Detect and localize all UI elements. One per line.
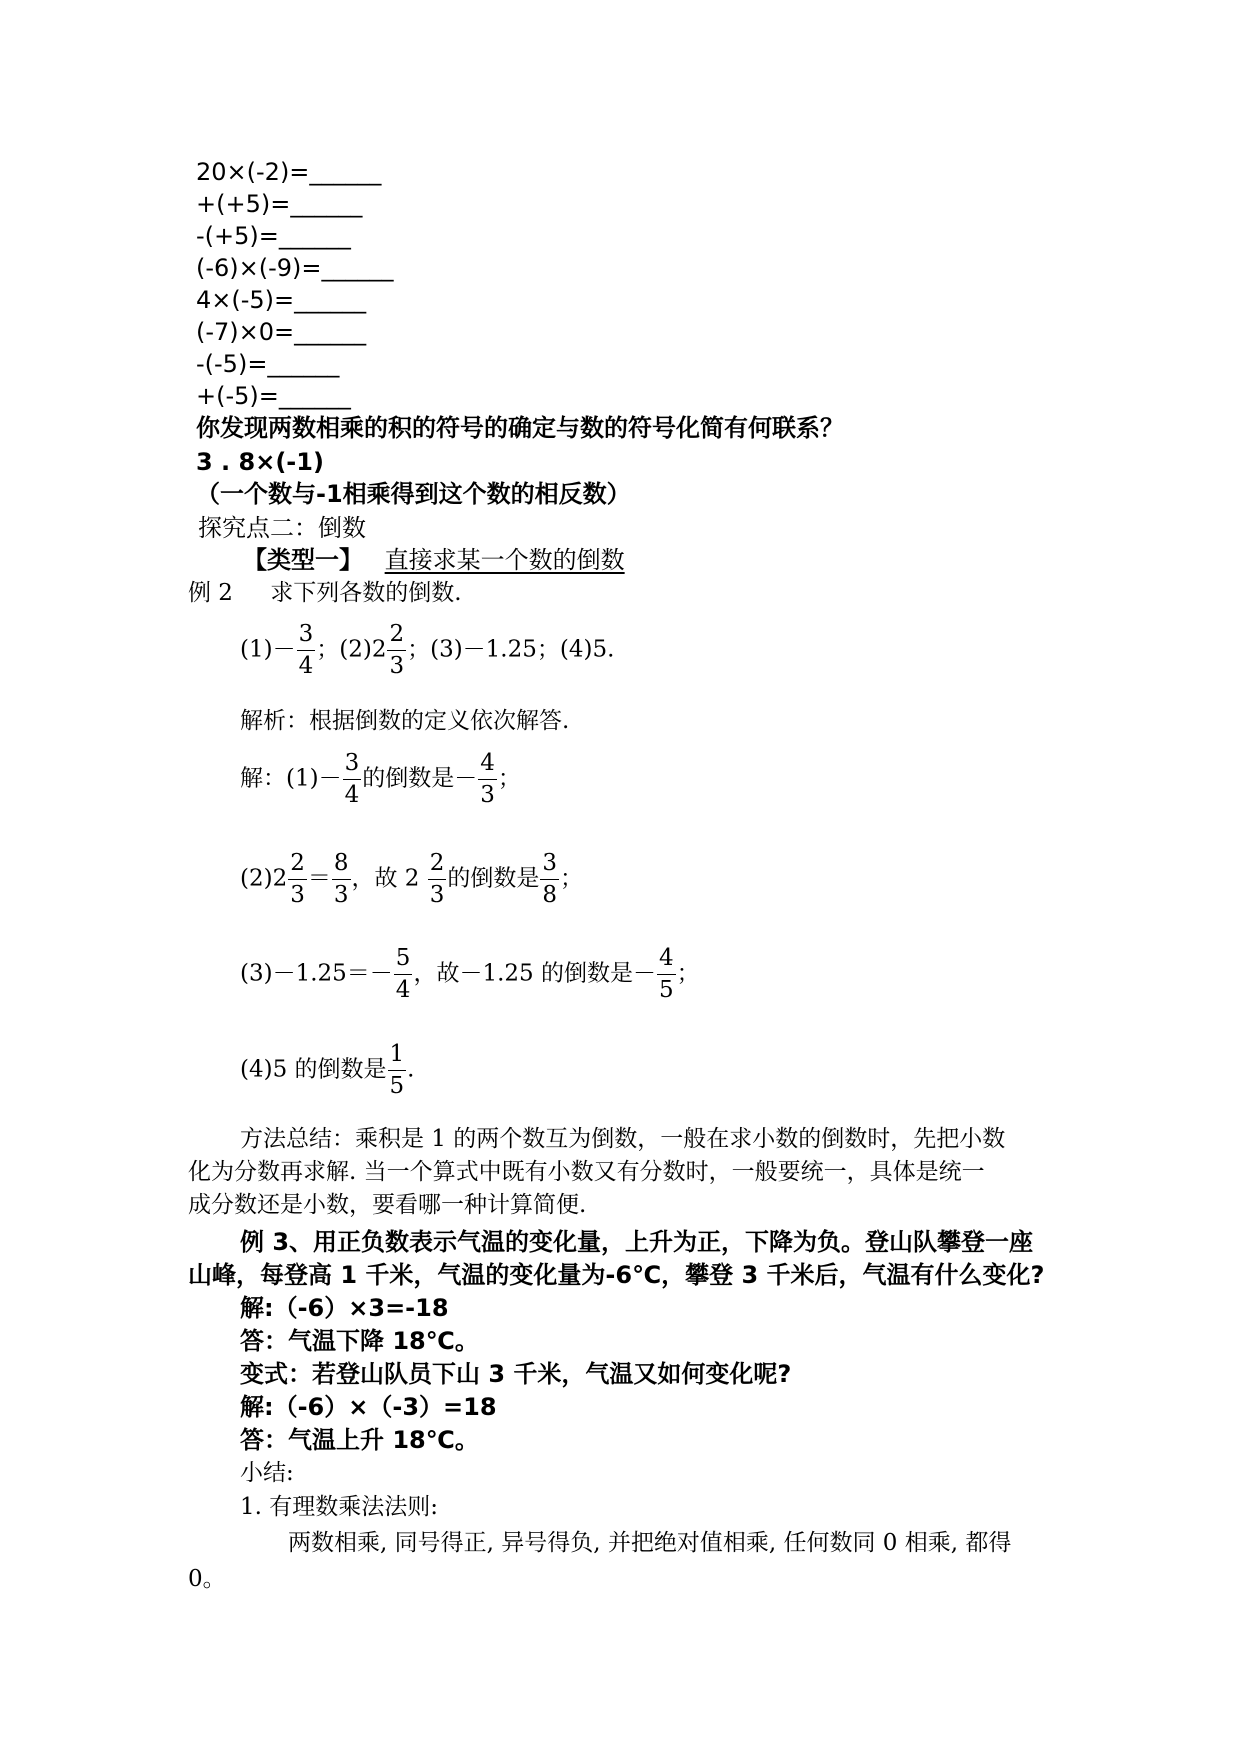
example-3-line: 解:（-6）×3=-18 xyxy=(240,1294,449,1322)
solution-1 xyxy=(240,752,521,807)
example-3-line: 变式：若登山队员下山 3 千米，气温又如何变化呢? xyxy=(240,1360,792,1388)
denominator: 3 xyxy=(429,882,445,908)
numerator: 3 xyxy=(343,752,362,780)
fraction xyxy=(428,852,447,907)
solution-2 xyxy=(240,852,583,907)
numerator: 5 xyxy=(394,947,413,975)
solution-text: (4)5 的倒数是 xyxy=(240,1056,387,1083)
item-3-note: （一个数与-1相乘得到这个数的相反数） xyxy=(196,480,631,508)
numerator: 2 xyxy=(288,852,307,880)
rule-text-line: 两数相乘, 同号得正, 异号得负, 并把绝对值相乘, 任何数同 0 相乘, 都得 xyxy=(288,1530,1012,1556)
denominator: 5 xyxy=(389,1073,405,1099)
fraction xyxy=(540,852,559,907)
denominator: 3 xyxy=(480,782,495,808)
numerator: 1 xyxy=(388,1043,407,1071)
fraction xyxy=(478,752,497,807)
fraction xyxy=(388,1043,407,1098)
solution-text: (3)－1.25＝－ xyxy=(240,960,393,987)
solution-text: ，故 2 xyxy=(351,865,427,892)
question-part: ；(2)2 xyxy=(316,636,387,663)
solution-text: 的倒数是－ xyxy=(362,765,478,792)
fraction xyxy=(332,852,351,907)
rule-title: 1. 有理数乘法法则: xyxy=(240,1494,439,1520)
question-text: 你发现两数相乘的积的符号的确定与数的符号化简有何联系？ xyxy=(196,414,844,442)
numerator: 4 xyxy=(478,752,497,780)
example-3-line: 山峰，每登高 1 千米，气温的变化量为-6℃，攀登 3 千米后，气温有什么变化? xyxy=(188,1261,1045,1289)
method-summary-line: 化为分数再求解. 当一个算式中既有小数又有分数时，一般要统一，具体是统一 xyxy=(188,1159,985,1185)
item-3: 3 . 8×(-1) xyxy=(196,448,324,476)
fraction xyxy=(394,947,413,1002)
denominator: 8 xyxy=(542,882,558,908)
solution-text: ； xyxy=(560,865,584,892)
type-heading xyxy=(243,548,625,572)
solution-text: ； xyxy=(497,765,521,792)
solution-text: ； xyxy=(676,960,700,987)
solution-text: . xyxy=(407,1056,415,1083)
method-summary-line: 成分数还是小数，要看哪一种计算简便. xyxy=(188,1192,587,1218)
solution-3 xyxy=(240,947,700,1002)
solution-text: 的倒数是 xyxy=(447,865,540,892)
type-label: 【类型一】 xyxy=(243,546,363,574)
section-heading: 探究点二：倒数 xyxy=(198,514,366,542)
numerator: 3 xyxy=(297,623,316,651)
solution-text: 解：(1)－ xyxy=(240,765,342,792)
example-3-line: 答：气温下降 18℃。 xyxy=(240,1327,479,1355)
numerator: 2 xyxy=(428,852,447,880)
example-2-prompt: 求下列各数的倒数. xyxy=(270,580,462,606)
numerator: 8 xyxy=(332,852,351,880)
example-2-heading xyxy=(188,582,462,605)
analysis-text: 解析：根据倒数的定义依次解答. xyxy=(240,708,570,734)
fraction xyxy=(288,852,307,907)
exercise-line: +(-5)=______ xyxy=(196,382,351,410)
fraction xyxy=(343,752,362,807)
solution-text: ＝ xyxy=(307,865,331,892)
denominator: 3 xyxy=(389,653,405,679)
summary-label: 小结: xyxy=(240,1460,294,1486)
solution-text: (2)2 xyxy=(240,865,288,892)
numerator: 3 xyxy=(540,852,559,880)
fraction xyxy=(297,623,316,678)
question-part: (1)－ xyxy=(240,636,296,663)
fraction xyxy=(657,947,676,1002)
denominator: 4 xyxy=(298,653,314,679)
solution-text: ，故－1.25 的倒数是－ xyxy=(413,960,656,987)
type-title: 直接求某一个数的倒数 xyxy=(384,546,625,574)
example-2-questions xyxy=(240,623,614,678)
denominator: 3 xyxy=(290,882,305,908)
example-2-label: 例 2 xyxy=(188,580,233,606)
exercise-line: (-7)×0=______ xyxy=(196,318,367,346)
rule-text-line: 0。 xyxy=(188,1566,226,1592)
exercise-line: +(+5)=______ xyxy=(196,190,363,218)
exercise-line: 20×(-2)=______ xyxy=(196,158,382,186)
fraction xyxy=(387,623,406,678)
denominator: 4 xyxy=(395,977,411,1003)
solution-4 xyxy=(240,1043,414,1098)
example-3-line: 答：气温上升 18℃。 xyxy=(240,1426,479,1454)
example-3-line: 解:（-6）×（-3）=18 xyxy=(240,1393,497,1421)
exercise-line: -(-5)=______ xyxy=(196,350,340,378)
question-part: ；(3)－1.25；(4)5. xyxy=(407,636,615,663)
exercise-line: (-6)×(-9)=______ xyxy=(196,254,394,282)
method-summary-line: 方法总结：乘积是 1 的两个数互为倒数，一般在求小数的倒数时，先把小数 xyxy=(240,1126,1006,1152)
example-3-line: 例 3、用正负数表示气温的变化量，上升为正，下降为负。登山队攀登一座 xyxy=(240,1228,1034,1256)
exercise-line: -(+5)=______ xyxy=(196,222,351,250)
denominator: 3 xyxy=(333,882,349,908)
exercise-line: 4×(-5)=______ xyxy=(196,286,367,314)
denominator: 5 xyxy=(658,977,674,1003)
numerator: 4 xyxy=(657,947,676,975)
denominator: 4 xyxy=(344,782,360,808)
numerator: 2 xyxy=(387,623,406,651)
